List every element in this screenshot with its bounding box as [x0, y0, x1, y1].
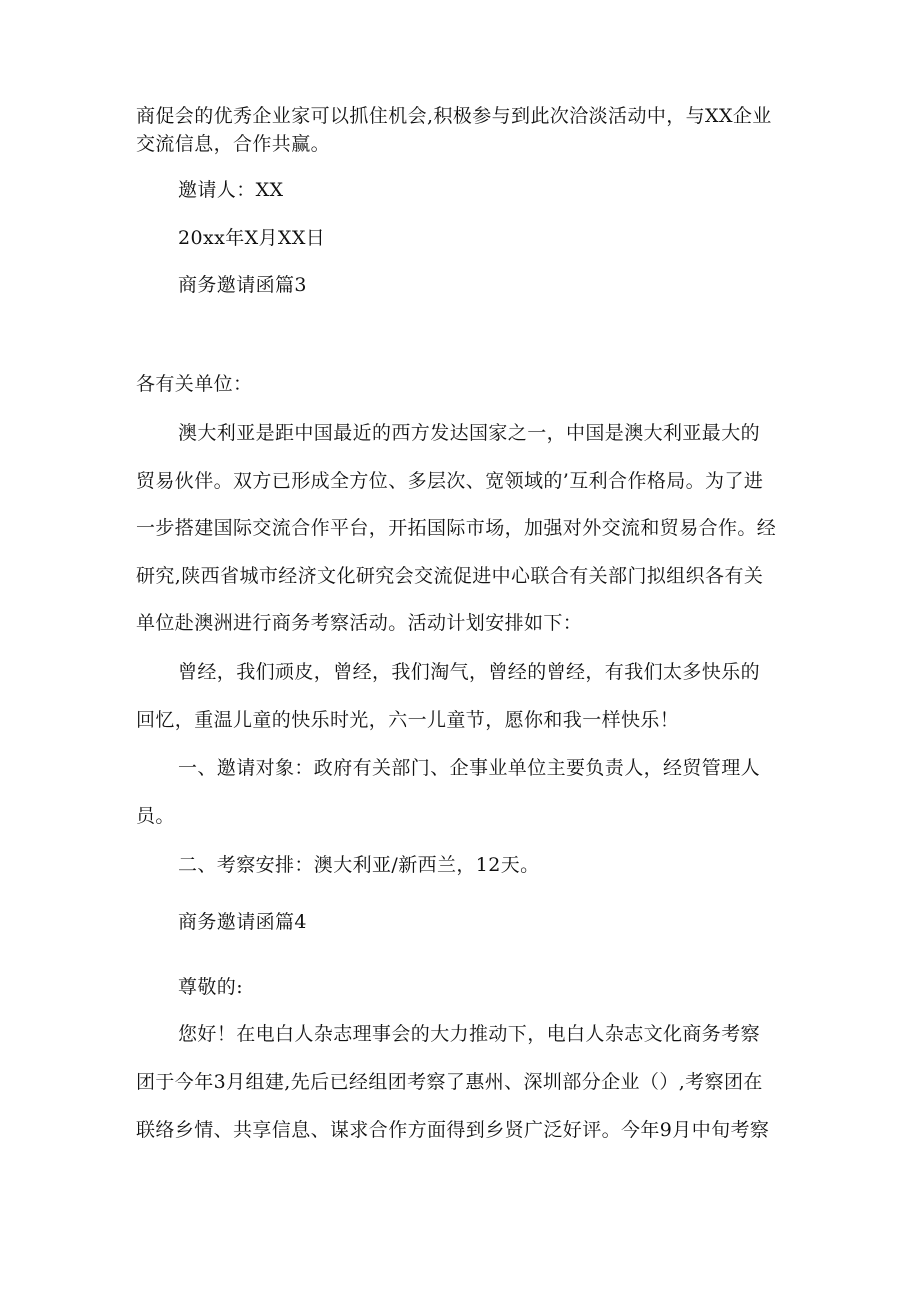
date-line: 20xx年X月XX日: [178, 227, 326, 249]
salutation-line: 尊敬的:: [178, 976, 244, 998]
paragraph-line: 交流信息，合作共赢。: [136, 133, 331, 155]
list-item-line: 一、邀请对象：政府有关部门、企事业单位主要负责人，经贸管理人: [178, 757, 761, 779]
paragraph-line: 团于今年3月组建,先后已经组团考察了惠州、深圳部分企业（）,考察团在: [136, 1071, 763, 1093]
list-item-line: 二、考察安排：澳大利亚/新西兰，12天。: [178, 854, 540, 876]
paragraph-line: 贸易伙伴。双方已形成全方位、多层次、宽领域的’互利合作格局。为了进: [136, 470, 764, 492]
salutation-line: 各有关单位：: [136, 373, 253, 395]
paragraph-line: 联络乡情、共享信息、谋求合作方面得到乡贤广泛好评。今年9月中旬考察: [136, 1119, 770, 1141]
section-heading-4: 商务邀请函篇4: [178, 911, 307, 933]
paragraph-line: 单位赴澳洲进行商务考察活动。活动计划安排如下：: [136, 612, 583, 634]
inviter-line: 邀请人：XX: [178, 179, 284, 201]
paragraph-line: 曾经，我们顽皮，曾经，我们淘气，曾经的曾经，有我们太多快乐的: [178, 661, 761, 683]
paragraph-line: 澳大利亚是距中国最近的西方发达国家之一，中国是澳大利亚最大的: [178, 422, 761, 444]
paragraph-line: 研究,陕西省城市经济文化研究会交流促进中心联合有关部门拟组织各有关: [136, 565, 764, 587]
paragraph-line: 一步搭建国际交流合作平台，开拓国际市场，加强对外交流和贸易合作。经: [136, 517, 777, 539]
paragraph-line: 您好！在电白人杂志理事会的大力推动下，电白人杂志文化商务考察: [178, 1023, 761, 1045]
section-heading-3: 商务邀请函篇3: [178, 274, 307, 296]
paragraph-line: 商促会的优秀企业家可以抓住机会,积极参与到此次洽淡活动中，与XX企业: [136, 105, 772, 127]
list-item-line: 员。: [136, 805, 175, 827]
paragraph-line: 回忆，重温儿童的快乐时光，六一儿童节，愿你和我一样快乐！: [136, 709, 680, 731]
